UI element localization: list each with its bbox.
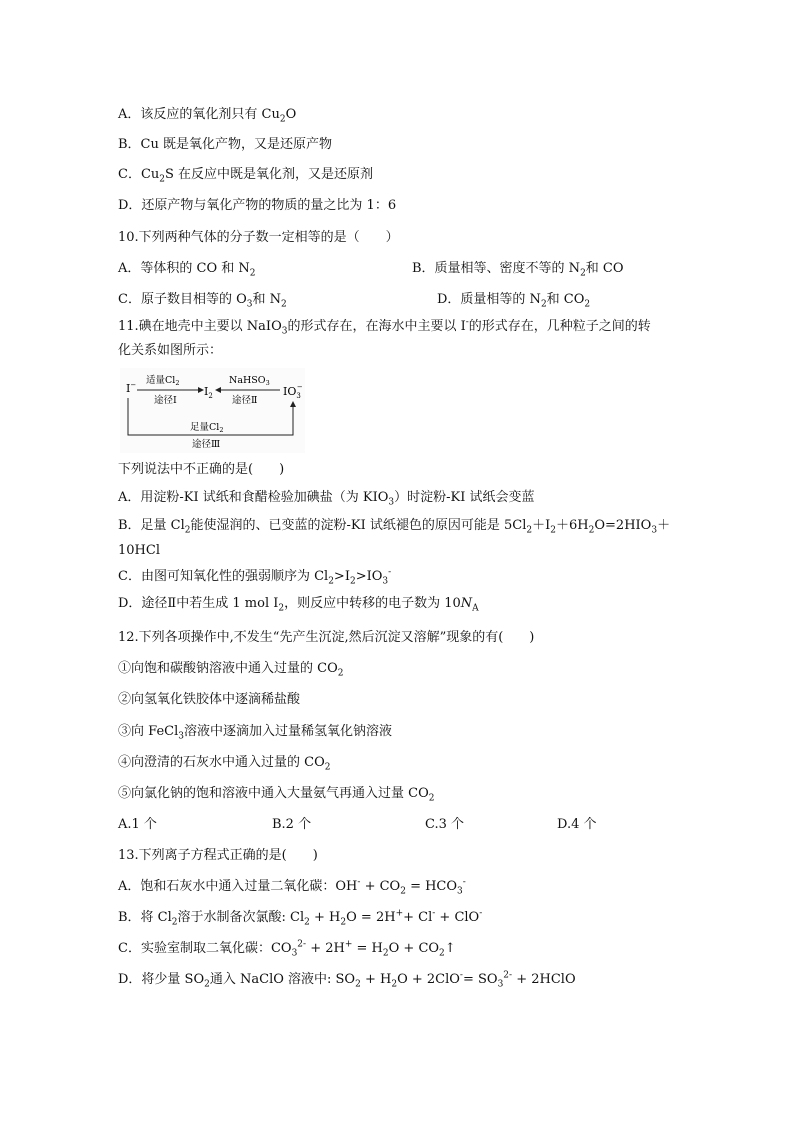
- q12-item-1: ①向饱和碳酸钠溶液中通入过量的 $CO_2$: [118, 661, 344, 679]
- q10-option-b: B．质量相等、密度不等的 $N_2$和 CO: [412, 261, 624, 279]
- species-iodate: $IO_3-$: [283, 383, 303, 400]
- q12-item-2: ②向氢氧化铁胶体中逐滴稀盐酸: [118, 692, 301, 707]
- q12-item-4: ④向澄清的石灰水中通入过量的 $CO_2$: [118, 755, 331, 773]
- q13-option-a: A．饱和石灰水中通入过量二氧化碳：$OH^- + CO_2 = HCO_3^-$: [118, 877, 466, 897]
- q13-option-d: D．将少量 $SO_2$通入 NaClO 溶液中: $SO_2 + H_2O + 2ClO^-= SO_3^{2-}$ + 2HClO: [118, 970, 576, 990]
- q11-option-b-line1: B．足量 $Cl_2$能使湿润的、已变蓝的淀粉-KI 试纸褪色的原因可能是 $5Cl_2+I_2+6H_2O=2HIO_3+$: [118, 518, 671, 536]
- route2-label: 途径Ⅱ: [232, 395, 258, 406]
- species-iodine: $I_2$: [204, 385, 213, 400]
- q11-option-b-line2: 10HCl: [118, 543, 160, 558]
- q9-option-c: C．$Cu_2S$ 在反应中既是氧化剂，又是还原剂: [118, 167, 374, 185]
- species-iodide: I−: [126, 381, 137, 395]
- q11-stem-line2: 化关系如图所示：: [118, 343, 223, 358]
- iodine-conversion-diagram: [120, 368, 305, 453]
- q11-option-c: C．由图可知氧化性的强弱顺序为 $Cl_2>I_2>IO_3^-$: [118, 567, 392, 587]
- q11-stem-line1: 11.碘在地壳中主要以 NaIO$_3$的形式存在，在海水中主要以 I-的形式存在，几种粒子之间的转: [118, 317, 651, 337]
- route1-reagent: 适量$Cl_2$: [146, 375, 180, 387]
- q10-option-c: C．原子数目相等的 $O_3$和 $N_2$: [118, 292, 287, 310]
- q12-option-a: A.1 个: [118, 817, 157, 832]
- route3-label: 途径Ⅲ: [192, 439, 221, 450]
- q10-option-a: A．等体积的 CO 和 $N_2$: [118, 261, 256, 279]
- route1-label: 途径Ⅰ: [154, 395, 177, 406]
- q12-stem: 12.下列各项操作中,不发生“先产生沉淀,然后沉淀又溶解”现象的有( ): [118, 630, 535, 645]
- q12-option-d: D.4 个: [557, 817, 597, 832]
- route2-reagent: NaHSO$_3$: [229, 375, 270, 387]
- q9-option-a: A．该反应的氧化剂只有 $Cu_2O$: [118, 107, 297, 125]
- q9-option-b: B．Cu 既是氧化产物，又是还原产物: [118, 137, 333, 152]
- q10-option-d: D．质量相等的 $N_2$和 $CO_2$: [437, 292, 591, 310]
- q10-stem: 10.下列两种气体的分子数一定相等的是（ ）: [118, 230, 399, 245]
- q13-stem: 13.下列离子方程式正确的是( ): [118, 848, 318, 863]
- q9-option-d: D．还原产物与氧化产物的物质的量之比为 1：6: [118, 198, 397, 213]
- q12-item-5: ⑤向氯化钠的饱和溶液中通入大量氨气再通入过量 $CO_2$: [118, 786, 435, 804]
- q12-item-3: ③向 FeCl$_3$溶液中逐滴加入过量稀氢氧化钠溶液: [118, 724, 392, 742]
- q13-option-b: B．将 $Cl_2$溶于水制备次氯酸: $Cl_2 + H_2O = 2H^++ Cl^- + ClO^-$: [118, 908, 483, 928]
- q11-option-a: A．用淀粉-KI 试纸和食醋检验加碘盐（为 $KIO_3$）时淀粉-KI 试纸会变蓝: [118, 490, 535, 508]
- q12-option-b: B.2 个: [272, 817, 312, 832]
- q11-option-d: D．途径Ⅱ中若生成 1 mol $I_2$，则反应中转移的电子数为 $10N_A$: [118, 596, 479, 614]
- q13-option-c: C．实验室制取二氧化碳：$CO_3^{2-} + 2H^+ = H_2O$ + $CO_2↑$: [118, 939, 456, 959]
- q12-option-c: C.3 个: [425, 817, 465, 832]
- q11-question: 下列说法中不正确的是( ): [118, 462, 285, 477]
- route3-reagent: 足量$Cl_2$: [190, 422, 224, 434]
